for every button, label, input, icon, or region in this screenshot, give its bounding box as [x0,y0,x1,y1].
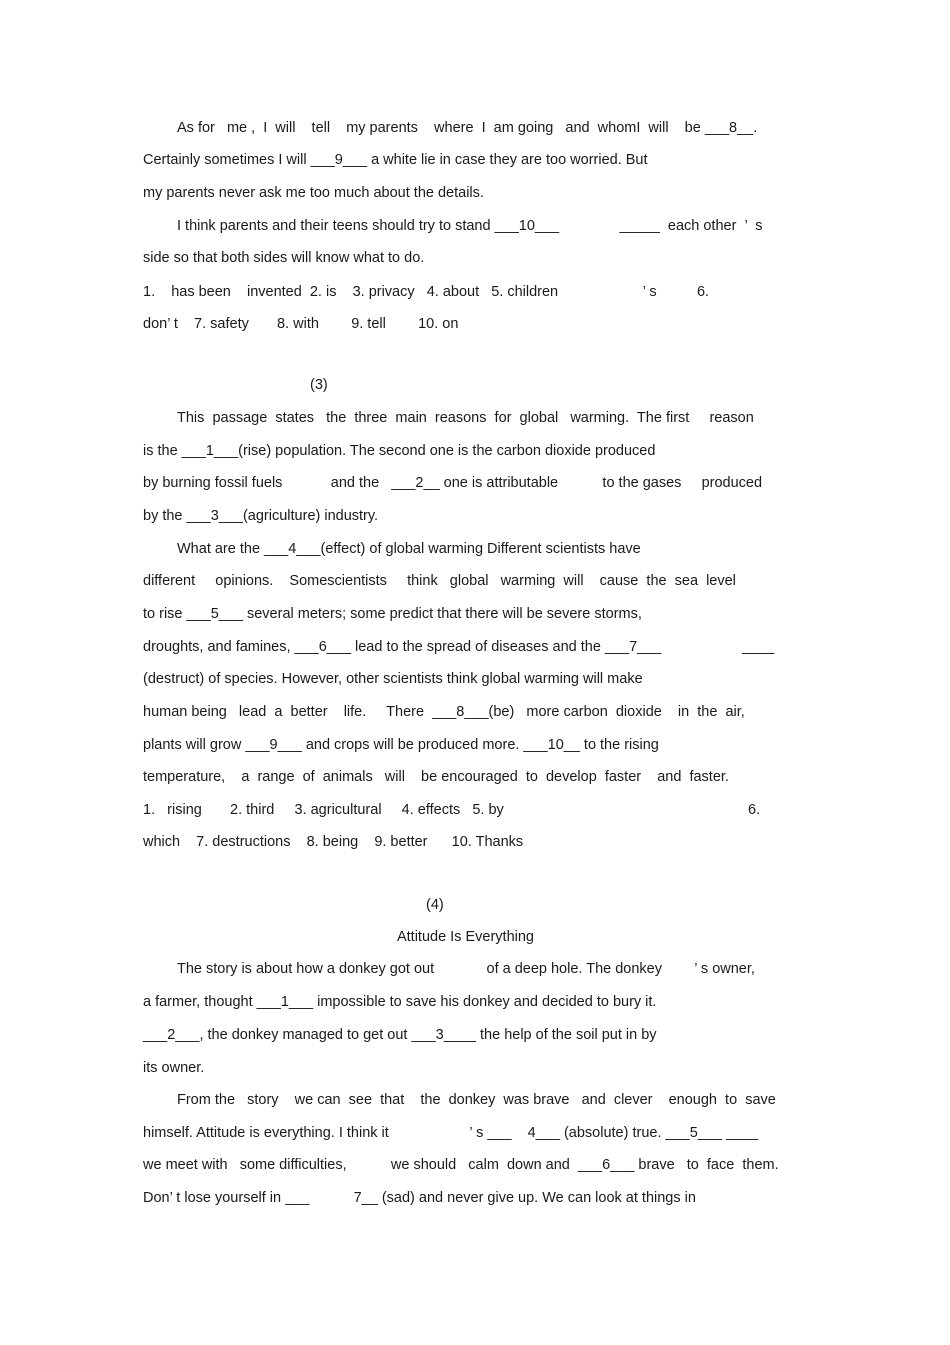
answer-key-line: don’ t 7. safety 8. with 9. tell 10. on [143,316,459,332]
text-line: different opinions. Somescientists think global warming will cause the sea level [143,573,736,589]
section-number: (4) [426,897,444,913]
text-line: The story is about how a donkey got out of a deep hole. The donkey ’ s owner, [177,961,755,977]
text-line: droughts, and famines, ___6___ lead to the spread of diseases and the ___7___ ____ [143,639,775,655]
text-line: by burning fossil fuels and the ___2__ one is attributable to the gases produced [143,475,763,491]
text-line: is the ___1___(rise) population. The second one is the carbon dioxide produced [143,443,656,459]
text-line: a farmer, thought ___1___ impossible to save his donkey and decided to bury it. [143,994,657,1010]
text-line: As for me , I will tell my parents where I am going and whomI will be ___8__. [177,120,758,136]
text-line: its owner. [143,1060,205,1076]
text-line: I think parents and their teens should try to stand ___10___ _____ each other ’ s [177,218,763,234]
text-line: side so that both sides will know what to do. [143,250,425,266]
text-line: to rise ___5___ several meters; some predict that there will be severe storms, [143,606,642,622]
text-line: my parents never ask me too much about the details. [143,185,484,201]
text-line: From the story we can see that the donkey was brave and clever enough to save [177,1092,776,1108]
answer-key-number: 6. [748,802,761,818]
text-line: plants will grow ___9___ and crops will be produced more. ___10__ to the rising [143,737,659,753]
text-line: Certainly sometimes I will ___9___ a white lie in case they are too worried. But [143,152,648,168]
text-line: What are the ___4___(effect) of global warming Different scientists have [177,541,641,557]
passage-title: Attitude Is Everything [396,929,534,945]
text-line: by the ___3___(agriculture) industry. [143,508,379,524]
text-line: temperature, a range of animals will be encouraged to develop faster and faster. [143,769,729,785]
answer-key-line: which 7. destructions 8. being 9. better 10. Thanks [143,834,524,850]
section-number: (3) [310,377,328,393]
text-line: This passage states the three main reasons for global warming. The first reason [177,410,754,426]
text-line: we meet with some difficulties, we should calm down and ___6___ brave to face them. [143,1157,779,1173]
text-line: ___2___, the donkey managed to get out ___3____ the help of the soil put in by [143,1027,657,1043]
text-line: Don’ t lose yourself in ___ 7__ (sad) and never give up. We can look at things in [143,1190,696,1206]
text-line: himself. Attitude is everything. I think it ’ s ___ 4___ (absolute) true. ___5___ ____ [143,1125,759,1141]
answer-key-line: 1. has been invented 2. is 3. privacy 4. about 5. children ’ s 6. [143,284,710,300]
answer-key-line: 1. rising 2. third 3. agricultural 4. effects 5. by [143,802,504,818]
text-line: human being lead a better life. There ___8___(be) more carbon dioxide in the air, [143,704,745,720]
text-line: (destruct) of species. However, other scientists think global warming will make [143,671,643,687]
